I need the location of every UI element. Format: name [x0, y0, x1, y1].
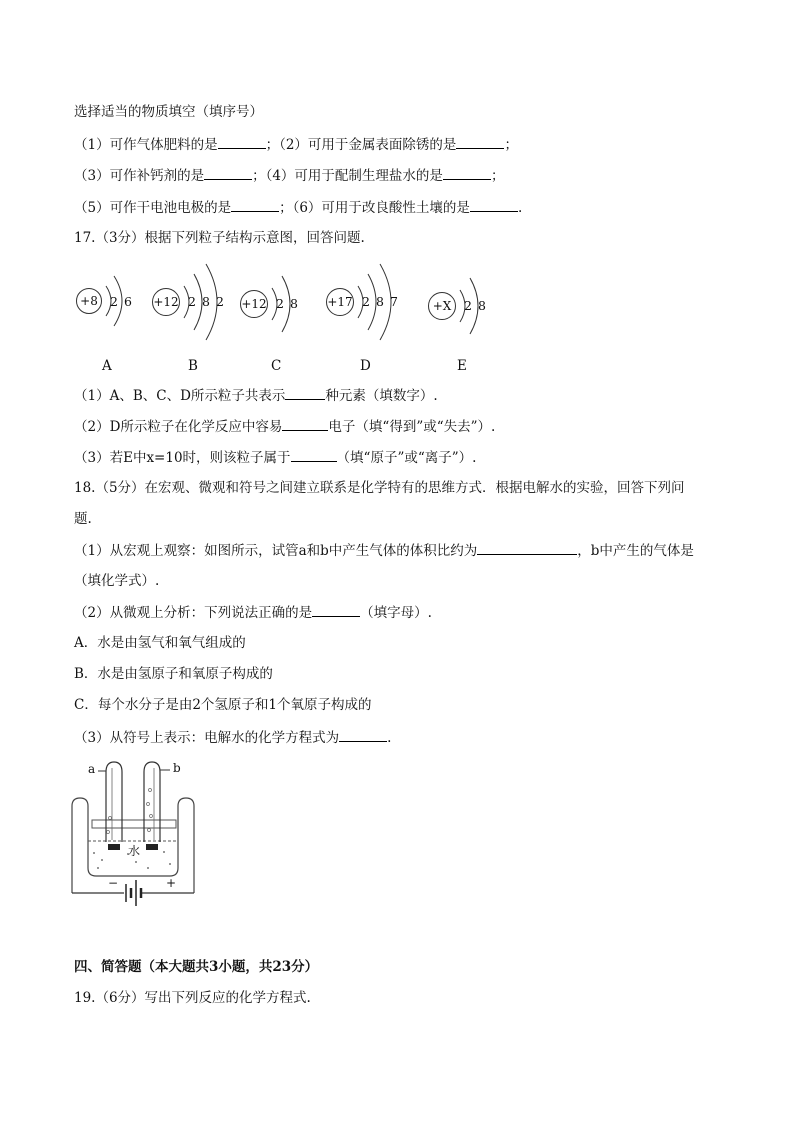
atom-diagram-a: [76, 282, 156, 332]
shell-count: 8: [478, 298, 486, 313]
q16-intro: 选择适当的物质填空（填序号）: [74, 104, 263, 120]
shell-count: 2: [188, 294, 196, 309]
water-label: 水: [128, 844, 141, 858]
q18-sub-1-cont: （填化学式）.: [74, 573, 160, 589]
q16-line-1: （1）可作气体肥料的是 ；（2）可用于金属表面除锈的是 ；: [74, 134, 518, 155]
positive-terminal: +: [166, 876, 177, 890]
electrolysis-apparatus: [70, 758, 200, 913]
q16-line-3: （5）可作干电池电极的是 ；（6）可用于改良酸性土壤的是 .: [74, 197, 522, 218]
shell-count: 2: [276, 296, 284, 311]
q16-item-6: ；（6）可用于改良酸性土壤的是: [279, 200, 470, 216]
atom-diagram-b: [152, 282, 242, 332]
answer-blank[interactable]: [312, 602, 360, 617]
answer-blank[interactable]: [282, 416, 328, 431]
q17-sub-3: （3）若E中x=10时，则该粒子属于 （填“原子”或“离子”）.: [74, 447, 476, 468]
shell-count: 8: [376, 294, 384, 309]
tube-label-a: a: [88, 762, 96, 776]
shell-count: 6: [124, 294, 132, 309]
q19-title: 19.（6分）写出下列反应的化学方程式.: [74, 990, 311, 1006]
q16-item-1: （1）可作气体肥料的是: [74, 137, 218, 153]
q18-sub-1: （1）从宏观上观察：如图所示，试管a和b中产生气体的体积比约为 ，b中产生的气体是: [74, 540, 694, 561]
q17-sub-1: （1）A、B、C、D所示粒子共表示 种元素（填数字）.: [74, 385, 438, 406]
atom-diagram-c: [240, 282, 320, 332]
nucleus-c: +12: [240, 290, 268, 318]
atom-label-c: C: [271, 358, 282, 374]
atom-label-d: D: [360, 358, 371, 374]
option-a: A．水是由氢气和氧气组成的: [74, 635, 246, 651]
q16-item-2: ；（2）可用于金属表面除锈的是: [265, 137, 457, 153]
shell-count: 2: [216, 294, 224, 309]
answer-blank[interactable]: [339, 727, 387, 742]
answer-blank[interactable]: [291, 447, 337, 462]
answer-blank[interactable]: [218, 134, 266, 149]
q18-sub-3: （3）从符号上表示：电解水的化学方程式为 .: [74, 727, 391, 748]
q16-line-2: （3）可作补钙剂的是 ；（4）可用于配制生理盐水的是 ；: [74, 165, 504, 186]
apparatus-drawing: [70, 758, 200, 913]
q16-item-3: （3）可作补钙剂的是: [74, 168, 205, 184]
answer-blank[interactable]: [470, 197, 518, 212]
section-heading: 四、简答题（本大题共3小题，共23分）: [74, 959, 319, 975]
electron-shells-d: [326, 282, 416, 332]
nucleus-e: +X: [428, 292, 456, 320]
shell-count: 7: [390, 294, 398, 309]
option-b: B．水是由氢原子和氧原子构成的: [74, 666, 273, 682]
nucleus-b: +12: [152, 288, 180, 316]
answer-blank[interactable]: [285, 385, 325, 400]
electron-shells-b: [152, 282, 242, 332]
option-c: C．每个水分子是由2个氢原子和1个氧原子构成的: [74, 697, 372, 713]
shell-count: 8: [202, 294, 210, 309]
q17-title: 17.（3分）根据下列粒子结构示意图，回答问题.: [74, 230, 365, 246]
nucleus-d: +17: [326, 288, 354, 316]
q18-sub-2: （2）从微观上分析：下列说法正确的是 （填字母）.: [74, 602, 432, 623]
answer-blank[interactable]: [456, 134, 504, 149]
atom-diagram-e: [428, 282, 508, 332]
shell-count: 8: [290, 296, 298, 311]
q16-item-5: （5）可作干电池电极的是: [74, 200, 232, 216]
shell-count: 2: [362, 294, 370, 309]
shell-count: 2: [110, 294, 118, 309]
answer-blank[interactable]: [443, 165, 491, 180]
negative-terminal: −: [108, 876, 119, 890]
q17-sub-2: （2）D所示粒子在化学反应中容易 电子（填“得到”或“失去”）.: [74, 416, 495, 437]
q18-title: 18.（5分）在宏观、微观和符号之间建立联系是化学特有的思维方式．根据电解水的实验，回答下列问: [74, 480, 685, 496]
answer-blank[interactable]: [204, 165, 252, 180]
atom-diagram-d: [326, 282, 416, 332]
atom-label-e: E: [457, 358, 467, 374]
answer-blank[interactable]: [231, 197, 279, 212]
nucleus-a: +8: [76, 288, 102, 314]
q16-item-4: ；（4）可用于配制生理盐水的是: [252, 168, 443, 184]
shell-count: 2: [464, 298, 472, 313]
q18-title-cont: 题.: [74, 511, 92, 527]
atom-label-b: B: [188, 358, 198, 374]
tube-label-b: b: [173, 761, 181, 775]
atom-label-a: A: [102, 358, 112, 374]
answer-blank[interactable]: [477, 540, 577, 555]
